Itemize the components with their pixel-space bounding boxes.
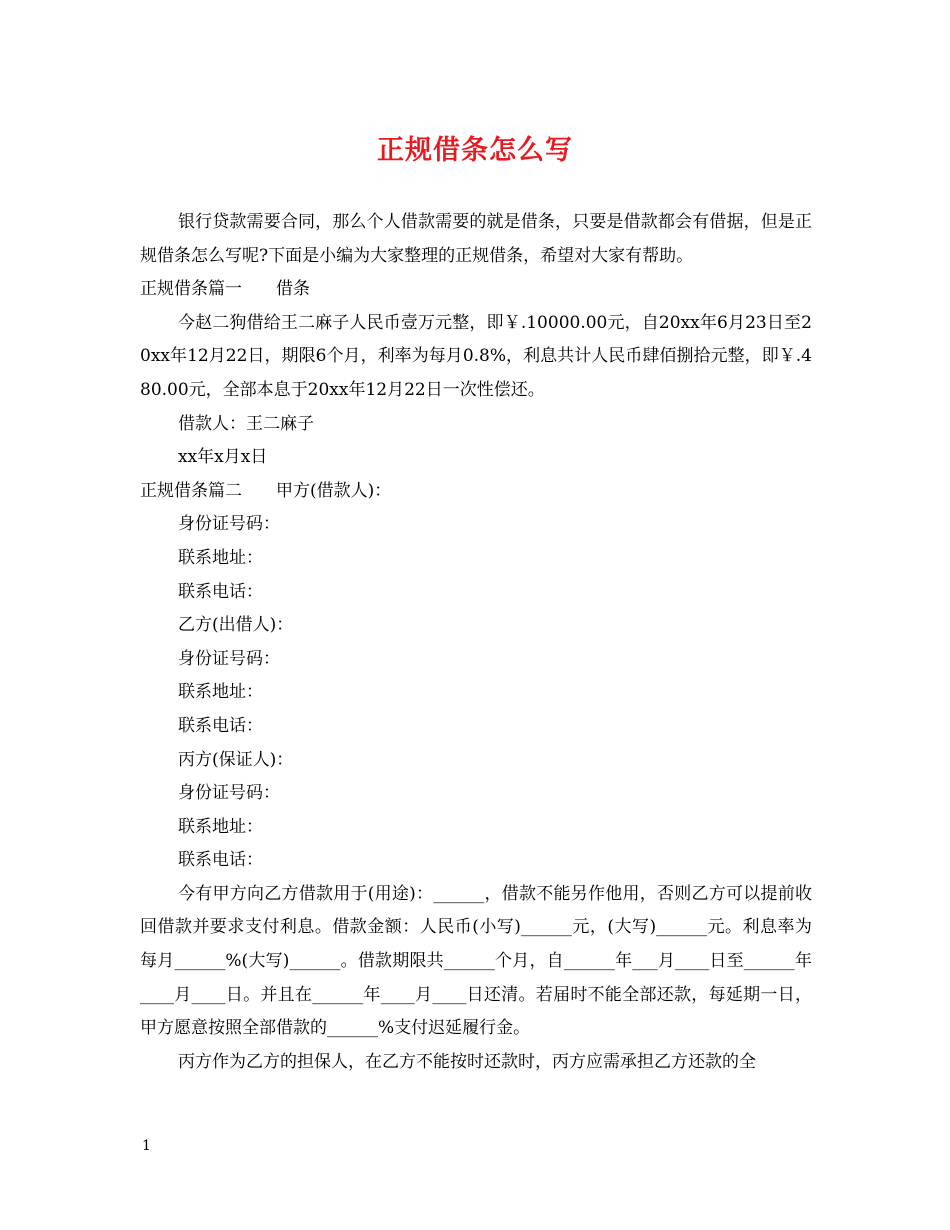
party-a-id-label: 身份证号码： [178,514,280,535]
party-b-address-label: 联系地址： [178,682,263,703]
party-b-id-label: 身份证号码： [178,648,280,669]
party-c-address-label: 联系地址： [178,816,263,837]
party-b-phone-label: 联系电话： [178,715,263,736]
section1-body: 今赵二狗借给王二麻子人民币壹万元整，即￥.10000.00元，自20xx年6月23日至20xx年12月22日，期限6个月，利率为每月0.8%，利息共计人民币肆佰捌拾元整，即￥.480.00元，全部本息于20xx年12月22日一次性偿还。 [140,312,812,400]
document-body [140,206,812,1079]
party-b-heading: 乙方(出借人)： [178,615,294,636]
party-a-address-label: 联系地址： [178,547,263,568]
section1-heading: 正规借条篇一 借条 [140,279,310,300]
section1-borrower: 借款人：王二麻子 [178,413,314,434]
document-title: 正规借条怎么写 [377,135,573,166]
section1-date: xx年x月x日 [178,447,268,468]
loan-terms-paragraph: 今有甲方向乙方借款用于(用途)：______，借款不能另作他用，否则乙方可以提前收回借款并要求支付利息。借款金额：人民币(小写)______元，(大写)______元。利息率为每月______%(大写)______。借款期限共______个月，自______年___月____日至______年____月____日。并且在______年____月____日还清。若届时不能全部还款，每延期一日，甲方愿意按照全部借款的______%支付迟延履行金。 [140,883,812,1039]
page-number: 1 [142,1138,151,1154]
section2-heading: 正规借条篇二 甲方(借款人)： [140,480,392,501]
party-c-phone-label: 联系电话： [178,850,263,871]
party-c-heading: 丙方(保证人)： [178,749,294,770]
party-a-phone-label: 联系电话： [178,581,263,602]
party-c-id-label: 身份证号码： [178,783,280,804]
intro-paragraph: 银行贷款需要合同，那么个人借款需要的就是借条，只要是借款都会有借据，但是正规借条怎么写呢?下面是小编为大家整理的正规借条，希望对大家有帮助。 [140,212,812,266]
guarantor-clause-paragraph: 丙方作为乙方的担保人，在乙方不能按时还款时，丙方应需承担乙方还款的全 [178,1051,756,1072]
